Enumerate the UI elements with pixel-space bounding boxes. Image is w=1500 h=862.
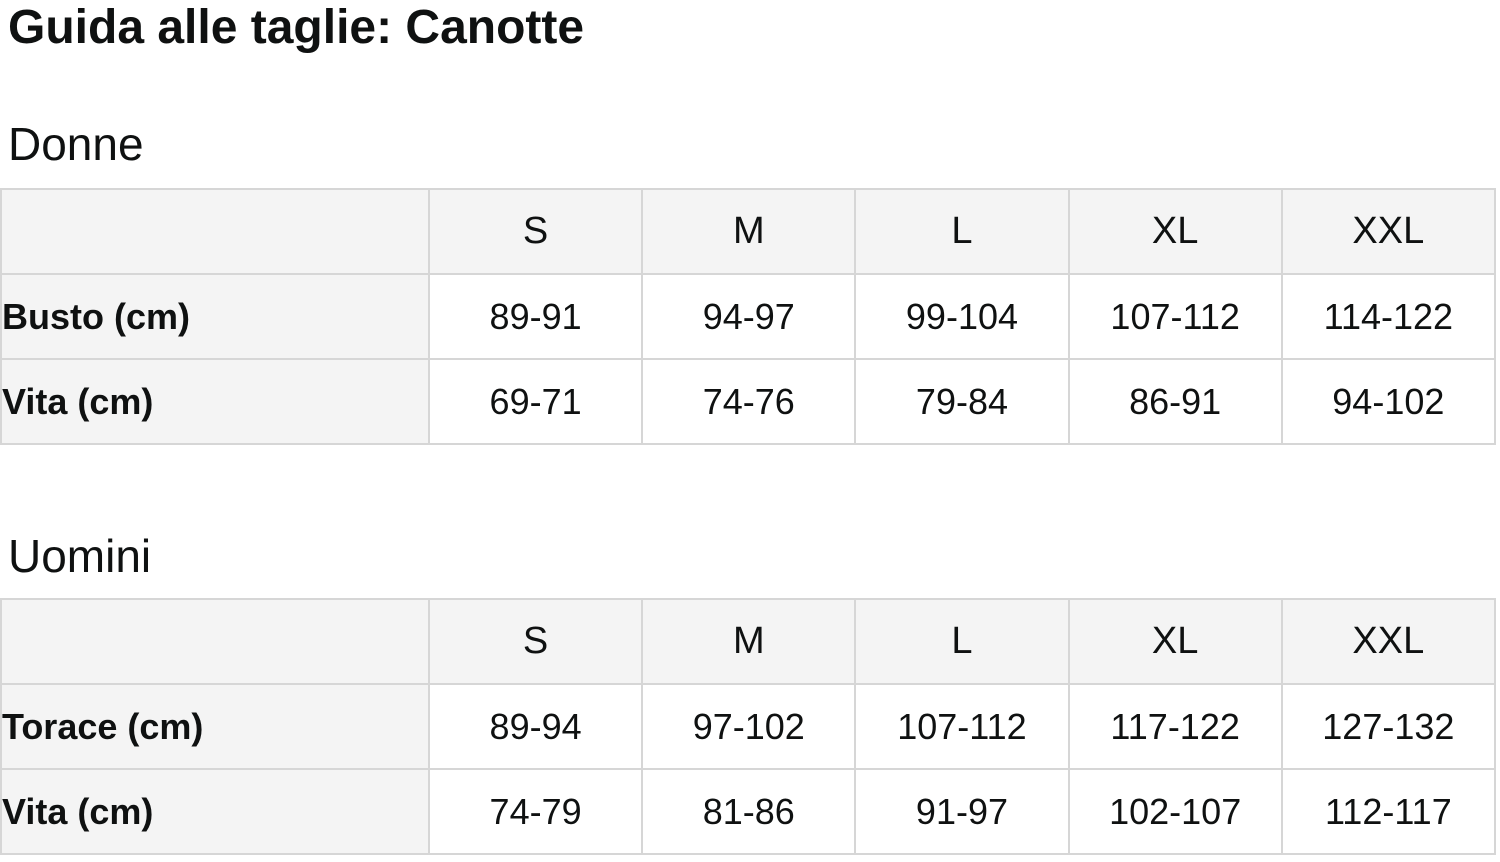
value-cell: 74-79 — [429, 769, 642, 854]
size-header-s: S — [429, 189, 642, 274]
section-heading-donne: Donne — [8, 118, 144, 170]
value-cell: 69-71 — [429, 359, 642, 444]
value-cell: 94-97 — [642, 274, 855, 359]
size-header-xl: XL — [1069, 189, 1282, 274]
value-cell: 79-84 — [855, 359, 1068, 444]
size-header-row — [1, 189, 1495, 274]
value-cell: 107-112 — [855, 684, 1068, 769]
size-header-l: L — [855, 599, 1068, 684]
value-cell: 107-112 — [1069, 274, 1282, 359]
size-header-l: L — [855, 189, 1068, 274]
page-title: Guida alle taglie: Canotte — [8, 1, 585, 54]
row-label-vita: Vita (cm) — [1, 359, 429, 444]
size-header-xl: XL — [1069, 599, 1282, 684]
value-cell: 114-122 — [1282, 274, 1495, 359]
size-header-xxl: XXL — [1282, 189, 1495, 274]
value-cell: 117-122 — [1069, 684, 1282, 769]
value-cell: 94-102 — [1282, 359, 1495, 444]
value-cell: 99-104 — [855, 274, 1068, 359]
value-cell: 112-117 — [1282, 769, 1495, 854]
row-label-busto: Busto (cm) — [1, 274, 429, 359]
value-cell: 81-86 — [642, 769, 855, 854]
value-cell: 102-107 — [1069, 769, 1282, 854]
table-row-vita-uomini — [1, 769, 1495, 854]
size-chart-uomini — [0, 598, 1496, 855]
value-cell: 97-102 — [642, 684, 855, 769]
value-cell: 89-91 — [429, 274, 642, 359]
corner-cell — [1, 599, 429, 684]
value-cell: 127-132 — [1282, 684, 1495, 769]
value-cell: 89-94 — [429, 684, 642, 769]
value-cell: 91-97 — [855, 769, 1068, 854]
size-header-xxl: XXL — [1282, 599, 1495, 684]
corner-cell — [1, 189, 429, 274]
size-chart-donne — [0, 188, 1496, 445]
table-row-vita-donne — [1, 359, 1495, 444]
table-row-busto — [1, 274, 1495, 359]
value-cell: 74-76 — [642, 359, 855, 444]
section-heading-uomini: Uomini — [8, 530, 152, 582]
table-row-torace — [1, 684, 1495, 769]
value-cell: 86-91 — [1069, 359, 1282, 444]
size-header-m: M — [642, 189, 855, 274]
row-label-torace: Torace (cm) — [1, 684, 429, 769]
size-header-m: M — [642, 599, 855, 684]
size-header-row — [1, 599, 1495, 684]
row-label-vita: Vita (cm) — [1, 769, 429, 854]
size-header-s: S — [429, 599, 642, 684]
